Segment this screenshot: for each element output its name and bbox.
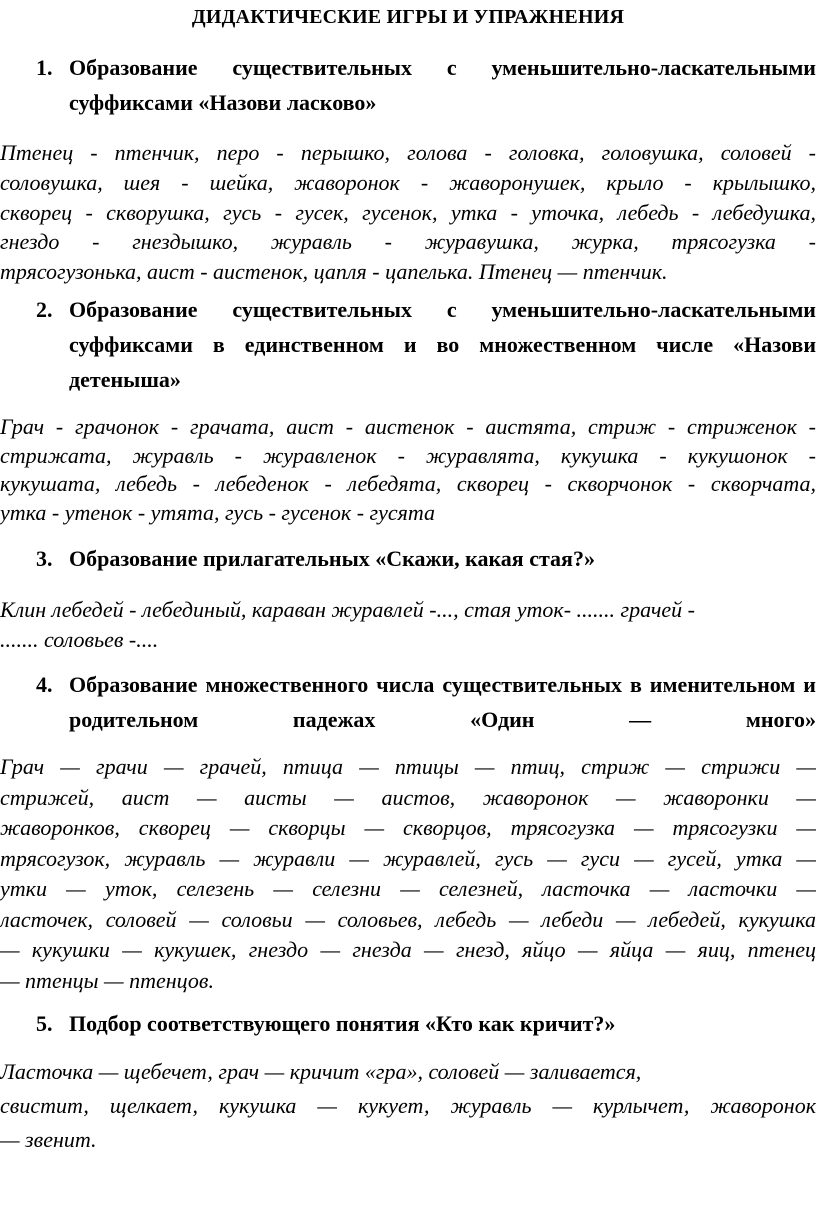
section-1-heading — [36, 50, 816, 120]
section-5-text — [0, 1055, 816, 1157]
text-line: Птенец - птенчик, перо - перышко, голова - головка, головушка, соловей - — [0, 140, 816, 165]
text-line: соловушка, шея - шейка, жаворонок - жаворонушек, крыло - крылышко, — [0, 169, 816, 195]
text-line: Ласточка — щебечет, грач — кричит «гра», соловей — заливается, — [0, 1059, 642, 1084]
text-line: стрижей, аист — аисты — аистов, жаворонок — жаворонки — — [0, 784, 816, 810]
section-1-text — [0, 138, 816, 287]
text-line: ласточек, соловей — соловьи — соловьев, лебедь — лебеди — лебедей, кукушка — [0, 906, 816, 932]
text-line: утка - утенок - утята, гусь - гусенок - гусята — [0, 499, 436, 525]
section-5-heading — [36, 1006, 816, 1041]
section-4-text — [0, 752, 816, 996]
text-line: Грач - грачонок - грачата, аист - аистенок - аистята, стриж - стриженок - — [0, 414, 816, 439]
section-title: Образование множественного числа существительных в именительном и родительном падежах «Один — много» — [69, 672, 816, 732]
text-line: стрижата, журавль - журавленок - журавлята, кукушка - кукушонок - — [0, 442, 816, 468]
text-line: Клин лебедей - лебединый, караван журавлей -..., стая уток- ....... грачей - — [0, 597, 695, 622]
section-number: 5. — [36, 1011, 53, 1036]
section-2-text — [0, 413, 816, 527]
section-number: 3. — [36, 546, 53, 571]
section-number: 4. — [36, 672, 53, 697]
section-3-heading — [36, 541, 816, 576]
section-title: Образование прилагательных «Скажи, какая стая?» — [69, 546, 595, 571]
text-line: свистит, щелкает, кукушка — кукует, журавль — курлычет, жаворонок — [0, 1093, 816, 1118]
section-title: Образование существительных с уменьшительно-ласкательными суффиксами в единственном и во множественном числе «Назови детеныша» — [69, 297, 816, 392]
page-title: ДИДАКТИЧЕСКИЕ ИГРЫ И УПРАЖНЕНИЯ — [191, 6, 625, 28]
text-line: кукушата, лебедь - лебеденок - лебедята, скворец - скворчонок - скворчата, — [0, 471, 816, 496]
section-title: Образование существительных с уменьшительно-ласкательными суффиксами «Назови ласково» — [69, 55, 816, 115]
text-line: гнездо - гнездышко, журавль - журавушка, журка, трясогузка - — [0, 229, 816, 255]
section-title: Подбор соответствующего понятия «Кто как кричит?» — [69, 1011, 616, 1036]
section-4-heading — [36, 667, 816, 737]
text-line: трясогузок, журавль — журавли — журавлей, гусь — гуси — гусей, утка — — [0, 845, 816, 871]
section-number: 1. — [36, 55, 53, 80]
text-line: — кукушки — кукушек, гнездо — гнезда — гнезд, яйцо — яйца — яиц, птенец — [0, 937, 816, 962]
text-line: — птенцы — птенцов. — [0, 967, 214, 993]
section-2-heading — [36, 292, 816, 397]
text-line: трясогузонька, аист - аистенок, цапля - цапелька. Птенец — птенчик. — [0, 259, 668, 285]
section-3-text — [0, 595, 816, 655]
text-line: — звенит. — [0, 1127, 97, 1152]
text-line: Грач — грачи — грачей, птица — птицы — птиц, стриж — стрижи — — [0, 754, 816, 779]
text-line: жаворонков, скворец — скворцы — скворцов, трясогузка — трясогузки — — [0, 815, 816, 840]
text-line: утки — уток, селезень — селезни — селезней, ласточка — ласточки — — [0, 876, 816, 901]
text-line: ....... соловьев -.... — [0, 627, 159, 652]
text-line: скворец - скворушка, гусь - гусек, гусенок, утка - уточка, лебедь - лебедушка, — [0, 199, 816, 225]
section-number: 2. — [36, 297, 53, 322]
